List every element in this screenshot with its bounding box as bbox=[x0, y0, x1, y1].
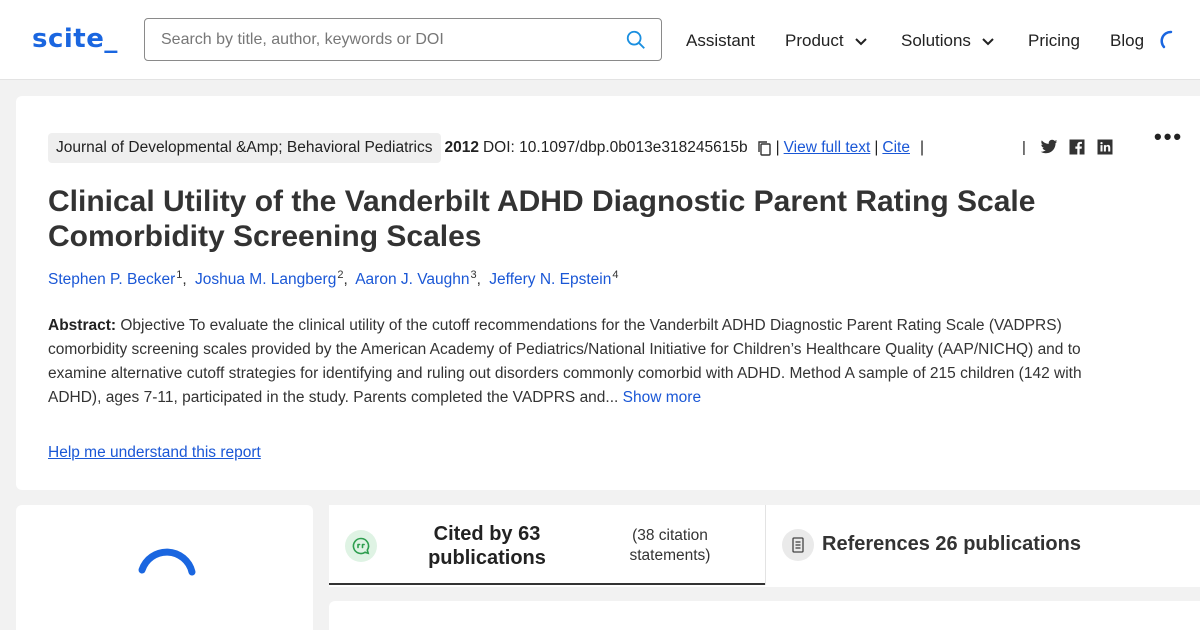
facebook-icon[interactable] bbox=[1068, 138, 1086, 156]
help-understand-report-link[interactable]: Help me understand this report bbox=[48, 444, 261, 461]
search-input[interactable] bbox=[161, 19, 611, 60]
more-options-icon[interactable]: ••• bbox=[1154, 124, 1184, 149]
author-affiliation: 3 bbox=[470, 269, 477, 281]
nav-blog-label: Blog bbox=[1110, 31, 1145, 50]
separator: | bbox=[1022, 138, 1026, 156]
author-link[interactable]: Stephen P. Becker bbox=[48, 271, 176, 289]
cited-by-count: Cited by 63 publications bbox=[428, 523, 546, 569]
abstract-label: Abstract: bbox=[48, 317, 117, 334]
copy-icon[interactable] bbox=[756, 140, 772, 156]
nav-blog[interactable] bbox=[1110, 31, 1144, 51]
scite-logo[interactable]: scite_ bbox=[32, 24, 118, 54]
cite-link[interactable]: Cite bbox=[882, 139, 910, 156]
share-links bbox=[1022, 138, 1114, 156]
separator: | bbox=[874, 139, 879, 156]
author-link[interactable]: Joshua M. Langberg bbox=[195, 271, 337, 289]
author-link[interactable]: Aaron J. Vaughn bbox=[355, 271, 470, 289]
author-separator: , bbox=[343, 271, 348, 289]
loading-spinner-icon bbox=[134, 542, 200, 608]
paper-title: Clinical Utility of the Vanderbilt ADHD Diagnostic Parent Rating Scale Comorbidity Screening Scales bbox=[48, 185, 1036, 253]
doi-text: DOI: 10.1097/dbp.0b013e318245615b bbox=[482, 139, 748, 156]
abstract-text: Objective To evaluate the clinical utility of the cutoff recommendations for the Vanderbilt ADHD Diagnostic Parent Rating Scale (VADPRS) comorbidity screening scales provided by the American Academy of Pediatrics/National Initiative for Children’s Healthcare Quality (AAP/NICHQ) and to examine alternative cutoff strategies for identifying and ruling out disorders commonly comorbid with ADHD. Method A sample of 215 children (142 with ADHD), ages 7-11, participated in the study. Parents completed the VADPRS and... bbox=[48, 317, 1082, 406]
chevron-down-icon bbox=[854, 34, 868, 48]
nav-assistant[interactable] bbox=[686, 31, 755, 51]
nav-product-label: Product bbox=[785, 31, 844, 50]
separator: | bbox=[919, 139, 924, 156]
paper-meta-row bbox=[48, 132, 928, 164]
linkedin-icon[interactable] bbox=[1096, 138, 1114, 156]
nav-solutions[interactable] bbox=[901, 31, 995, 51]
author-separator: , bbox=[182, 271, 187, 289]
author-separator: , bbox=[476, 271, 481, 289]
nav-solutions-label: Solutions bbox=[901, 31, 971, 50]
journal-name[interactable]: Journal of Developmental &Amp; Behavioral Pediatrics bbox=[48, 133, 441, 163]
twitter-icon[interactable] bbox=[1040, 138, 1058, 156]
loading-spinner-icon bbox=[1160, 30, 1182, 52]
nav-pricing[interactable] bbox=[1028, 31, 1080, 51]
publication-year: 2012 bbox=[444, 139, 479, 156]
citation-statements-count: (38 citation statements) bbox=[629, 527, 711, 564]
view-full-text-link[interactable]: View full text bbox=[783, 139, 871, 156]
top-navigation-bar bbox=[0, 0, 1200, 80]
citation-list-panel bbox=[329, 601, 1200, 630]
citation-quote-icon bbox=[345, 530, 377, 562]
nav-product[interactable] bbox=[785, 31, 868, 51]
nav-assistant-label: Assistant bbox=[686, 31, 755, 50]
document-icon bbox=[782, 529, 814, 561]
author-affiliation: 4 bbox=[612, 269, 619, 281]
search-icon[interactable] bbox=[625, 29, 647, 51]
separator: | bbox=[775, 139, 780, 156]
author-list bbox=[48, 269, 618, 289]
references-count: References 26 publications bbox=[822, 533, 1081, 555]
nav-pricing-label: Pricing bbox=[1028, 31, 1080, 50]
chevron-down-icon bbox=[981, 34, 995, 48]
show-more-link[interactable]: Show more bbox=[622, 389, 702, 406]
author-link[interactable]: Jeffery N. Epstein bbox=[489, 271, 612, 289]
search-box[interactable] bbox=[144, 18, 662, 61]
abstract bbox=[48, 314, 1138, 410]
author-affiliation: 1 bbox=[176, 269, 183, 281]
author-affiliation: 2 bbox=[337, 269, 344, 281]
